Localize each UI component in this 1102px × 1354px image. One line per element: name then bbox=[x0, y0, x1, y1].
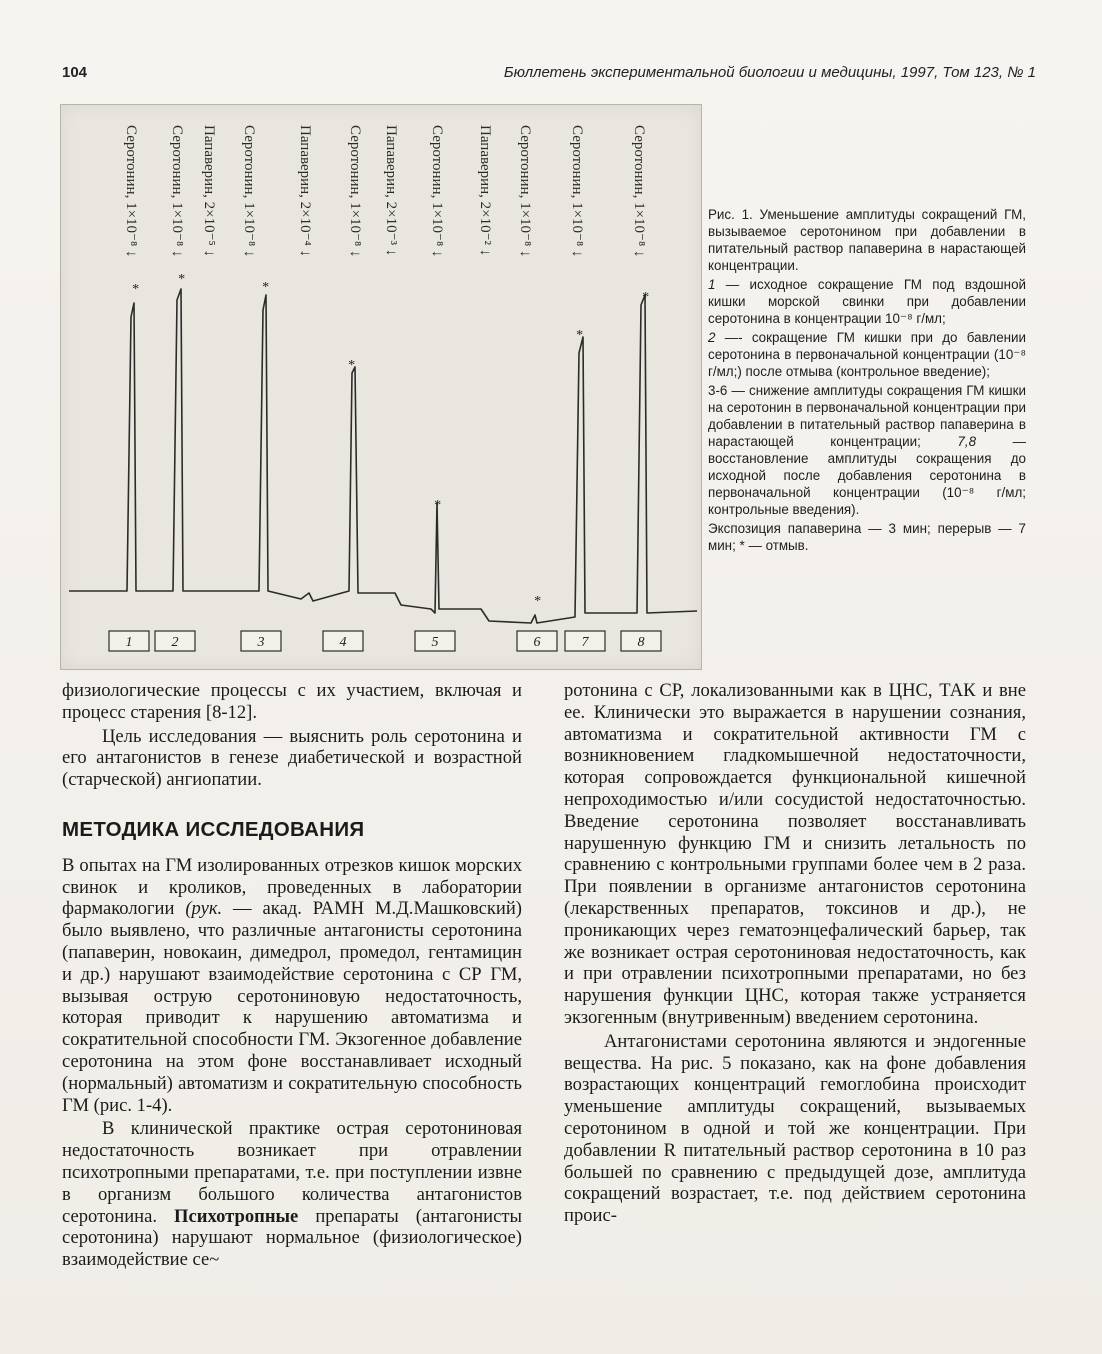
kymograph-trace bbox=[61, 105, 701, 669]
washout-star: * bbox=[131, 282, 139, 297]
paragraph: физиологические процессы с их участием, включая и процесс старения [8-12]. bbox=[62, 680, 522, 723]
trace-label: Серотонин, 1×10⁻⁸ ↓ bbox=[429, 125, 445, 258]
washout-star: * bbox=[177, 272, 185, 287]
response-marker-4 bbox=[323, 631, 363, 651]
marker-number: 2 bbox=[171, 635, 179, 650]
trace-label: Серотонин, 1×10⁻⁸ ↓ bbox=[631, 125, 647, 258]
caption-item-2: 2 —- сокращение ГМ кишки при до бавлении серотонина в первоначальной концентрации (10⁻⁸ г/мл;) после отмыва (контрольное введение); bbox=[708, 330, 1026, 379]
marker-number: 6 bbox=[533, 635, 541, 650]
marker-number: 3 bbox=[257, 635, 265, 650]
marker-number: 1 bbox=[125, 635, 133, 650]
section-title: МЕТОДИКА ИССЛЕДОВАНИЯ bbox=[62, 817, 365, 841]
left-column bbox=[62, 680, 522, 1271]
marker-number: 5 bbox=[431, 635, 439, 650]
paragraph: Антагонистами серотонина являются и эндогенные вещества. На рис. 5 показано, как на фоне добавления возрастающих концентраций гемоглобина происходит уменьшение амплитуды сокращений, вызываемых серотонином в одной и той же концентрации. При добавлении R питательный раствор серотонина в 10 раз большей по сравнению с предыдущей дозе, амплитуда сокращений возрастает, т.е. под действием серотонина проис- bbox=[564, 1030, 1026, 1227]
trace-label: Папаверин, 2×10⁻⁴ ↓ bbox=[297, 125, 313, 258]
paragraph: ротонина с СР, локализованными как в ЦНС, ТАК и вне ее. Клинически это выражается в нарушении сознания, автоматизма и сократительной активности ГМ с возникновением гладкомышечной недостаточности, которая сопровождается функциональной кишечной непроходимостью и/или сосудистой недостаточностью. Введение серотонина позволяет восстанавливать нарушенную функцию ГМ и снизить летальность по сравнению с контрольными группами более чем в 2 раза. При появлении в организме антагонистов серотонина (лекарственных препаратов, токсинов и др.), не проникающих через гематоэнцефалический барьер, так же возникает острая серотониновая недостаточность, как и при отравлении психотропными препаратами, но без нарушения функции ЦНС, которая также устраняется экзогенным (внутривенным) введением серотонина. bbox=[564, 680, 1026, 1028]
washout-star: * bbox=[533, 594, 541, 609]
trace-labels bbox=[123, 125, 647, 257]
response-markers bbox=[109, 631, 661, 651]
trace-label: Папаверин, 2×10⁻³ ↓ bbox=[383, 125, 399, 257]
trace-label: Папаверин, 2×10⁻⁵ ↓ bbox=[201, 125, 217, 258]
response-marker-1 bbox=[109, 631, 149, 651]
washout-star: * bbox=[347, 358, 355, 373]
trace-label: Серотонин, 1×10⁻⁸ ↓ bbox=[569, 125, 585, 258]
washout-star: * bbox=[575, 328, 583, 343]
washout-star: * bbox=[641, 290, 649, 305]
caption-item-3-8: 3-6 — снижение амплитуды сокращения ГМ кишки на серотонин в первоначальной концентрации при добавлении в питательный раствор папаверина в нарастающей концентрации; 7,8 — восстановление амплитуды сокращения до исходной после добавления серотонина в первоначальной концентрации (10⁻⁸ г/мл; контрольные введения). bbox=[708, 383, 1026, 517]
page-header bbox=[62, 64, 1036, 86]
paragraph: Цель исследования — выяснить роль серотонина и его антагонистов в генезе диабетической и возрастной (старческой) ангиопатии. bbox=[62, 725, 522, 791]
trace-label: Серотонин, 1×10⁻⁸ ↓ bbox=[517, 125, 533, 258]
trace-label: Папаверин, 2×10⁻² ↓ bbox=[477, 125, 493, 257]
trace-label: Серотонин, 1×10⁻⁸ ↓ bbox=[347, 125, 363, 258]
washout-markers bbox=[132, 272, 649, 609]
paragraph: В опытах на ГМ изолированных отрезков кишок морских свинок и кроликов, проведенных в лаборатории фармакологии (рук. — акад. РАМН М.Д.Машковский) было выявлено, что различные антагонисты серотонина (папаверин, новокаин, димедрол, промедол, гентамицин и др.) нарушают взаимодействие серотонина с СР ГМ, вызывая острую серотониновую недостаточность, которая приводит к нарушению автоматизма и сократительной способности ГМ. Экзогенное добавление серотонина на этом фоне восстанавливает исходный (нормальный) автоматизм и сократительную способность ГМ (рис. 1-4). bbox=[62, 854, 522, 1116]
response-marker-8 bbox=[621, 631, 661, 651]
trace-label: Серотонин, 1×10⁻⁸ ↓ bbox=[123, 125, 139, 258]
marker-number: 4 bbox=[339, 635, 347, 650]
washout-star: * bbox=[261, 280, 269, 295]
response-marker-5 bbox=[415, 631, 455, 651]
marker-number: 7 bbox=[581, 635, 589, 650]
figure-caption bbox=[708, 206, 1026, 556]
trace-label: Серотонин, 1×10⁻⁸ ↓ bbox=[241, 125, 257, 258]
journal-title: Бюллетень экспериментальной биологии и медицины, 1997, Том 123, № 1 bbox=[503, 64, 1036, 81]
caption-item-1: 1 — исходное сокращение ГМ под вздошной кишки морской свинки при добавлении серотонина в концентрации 10⁻⁸ г/мл; bbox=[708, 277, 1026, 326]
figure-1 bbox=[60, 104, 702, 670]
response-marker-7 bbox=[565, 631, 605, 651]
marker-number: 8 bbox=[637, 635, 645, 650]
response-marker-3 bbox=[241, 631, 281, 651]
trace-label: Серотонин, 1×10⁻⁸ ↓ bbox=[169, 125, 185, 258]
response-marker-2 bbox=[155, 631, 195, 651]
caption-exposure: Экспозиция папаверина — 3 мин; перерыв — 7 мин; * — отмыв. bbox=[708, 521, 1026, 553]
caption-title: Рис. 1. Уменьшение амплитуды сокращений ГМ, вызываемое серотонином при добавлении в питательный раствор папаверина в нарастающей концентрации. bbox=[708, 207, 1026, 273]
response-marker-6 bbox=[517, 631, 557, 651]
contraction-trace-line bbox=[69, 289, 697, 623]
page-number: 104 bbox=[62, 64, 88, 81]
washout-star: * bbox=[433, 498, 441, 513]
right-column bbox=[564, 680, 1026, 1227]
paragraph: В клинической практике острая серотониновая недостаточность возникает при отравлении психотропными препаратами, т.е. при поступлении извне в организм большого количества антагонистов серотонина. Психотропные препараты (антагонисты серотонина) нарушают нормальное (физиологическое) взаимодействие се~ bbox=[62, 1118, 522, 1271]
